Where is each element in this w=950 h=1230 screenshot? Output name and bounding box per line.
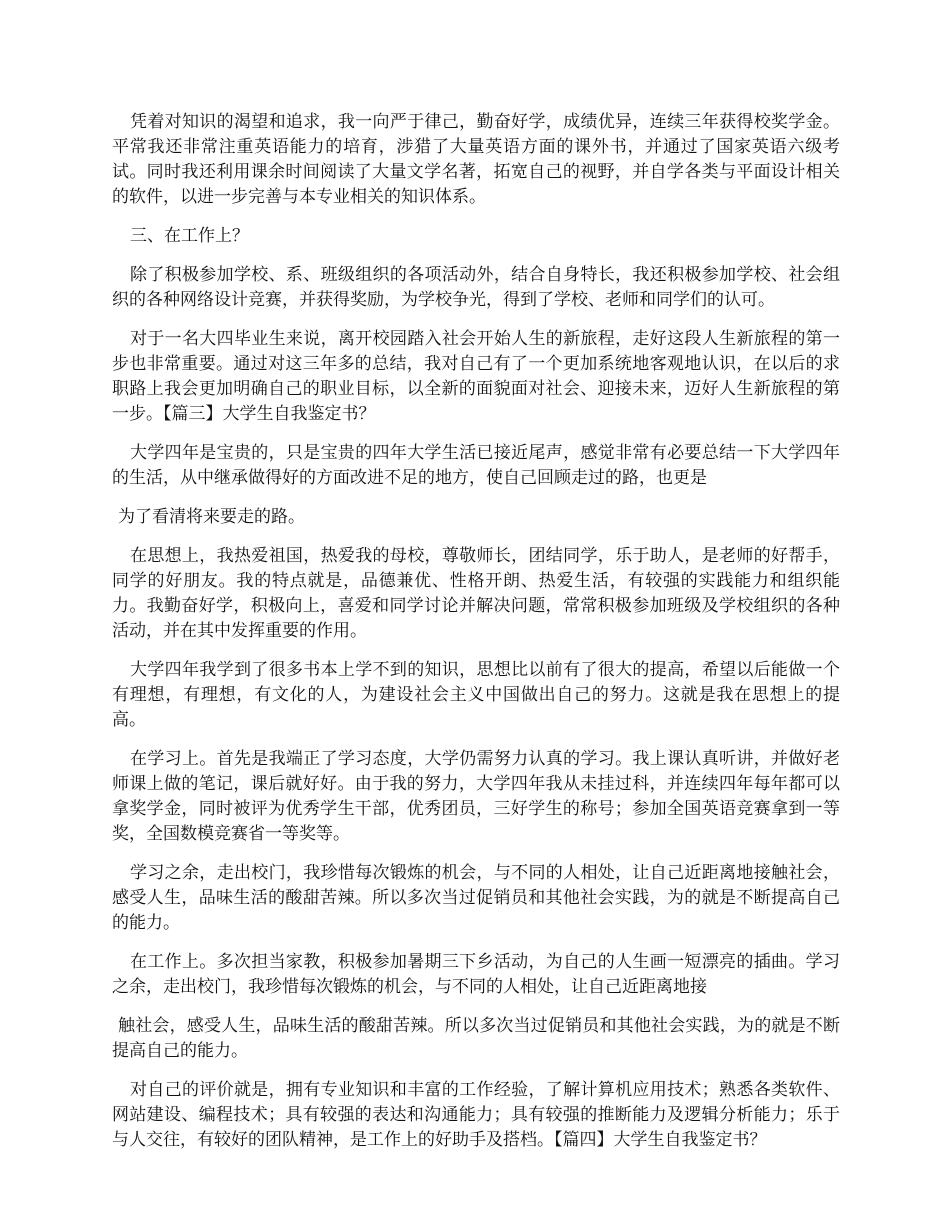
paragraph: 为了看清将来要走的路。	[118, 507, 305, 527]
paragraph: 对自己的评价就是，拥有专业知识和丰富的工作经验，了解计算机应用技术；熟悉各类软件、网站建设、编程技术；具有较强的表达和沟通能力；具有较强的推断能力及逻辑分析能力；乐于与人交往，有较好的团队精神，是工作上的好助手及搭档。【篇四】大学生自我鉴定书？	[112, 1080, 840, 1150]
paragraph: 在学习上。首先是我端正了学习态度，大学仍需努力认真的学习。我上课认真听讲，并做好老师课上做的笔记，课后就好好。由于我的努力，大学四年我从未挂过科，并连续四年每年都可以拿奖学金，同时被评为优秀学生干部，优秀团员，三好学生的称号；参加全国英语竞赛拿到一等奖，全国数模竞赛省一等奖等。	[112, 749, 840, 844]
section-heading: 三、在工作上？	[130, 226, 249, 246]
paragraph: 凭着对知识的渴望和追求，我一向严于律己，勤奋好学，成绩优异，连续三年获得校奖学金。平常我还非常注重英语能力的培育，涉猎了大量英语方面的课外书，并通过了国家英语六级考试。同时我还利用课余时间阅读了大量文学名著，拓宽自己的视野，并自学各类与平面设计相关的软件，以进一步完善与本专业相关的知识体系。	[112, 112, 840, 207]
paragraph: 大学四年我学到了很多书本上学不到的知识，思想比以前有了很大的提高，希望以后能做一个有理想，有理想，有文化的人，为建设社会主义中国做出自己的努力。这就是我在思想上的提高。	[112, 660, 840, 730]
paragraph: 触社会，感受人生，品味生活的酸甜苦辣。所以多次当过促销员和其他社会实践，为的就是不断提高自己的能力。	[112, 1016, 840, 1061]
paragraph: 在思想上，我热爱祖国，热爱我的母校，尊敬师长，团结同学，乐于助人，是老师的好帮手，同学的好朋友。我的特点就是，品德兼优、性格开朗、热爱生活，有较强的实践能力和组织能力。我勤奋好学，积极向上，喜爱和同学讨论并解决问题，常常积极参加班级及学校组织的各种活动，并在其中发挥重要的作用。	[112, 546, 840, 641]
paragraph: 在工作上。多次担当家教，积极参加暑期三下乡活动，为自己的人生画一短漂亮的插曲。学习之余，走出校门，我珍惜每次锻炼的机会，与不同的人相处，让自己近距离地接	[112, 952, 840, 997]
paragraph: 大学四年是宝贵的，只是宝贵的四年大学生活已接近尾声，感觉非常有必要总结一下大学四年的生活，从中继承做得好的方面改进不足的地方，使自己回顾走过的路，也更是	[112, 443, 840, 488]
document-page	[112, 110, 840, 1167]
paragraph: 学习之余，走出校门，我珍惜每次锻炼的机会，与不同的人相处，让自己近距离地接触社会，感受人生，品味生活的酸甜苦辣。所以多次当过促销员和其他社会实践，为的就是不断提高自己的能力。	[112, 863, 840, 933]
paragraph: 对于一名大四毕业生来说，离开校园踏入社会开始人生的新旅程，走好这段人生新旅程的第一步也非常重要。通过对这三年多的总结，我对自己有了一个更加系统地客观地认识，在以后的求职路上我会更加明确自己的职业目标，以全新的面貌面对社会、迎接未来，迈好人生新旅程的第一步。【篇三】大学生自我鉴定书？	[112, 329, 840, 424]
paragraph: 除了积极参加学校、系、班级组织的各项活动外，结合自身特长，我还积极参加学校、社会组织的各种网络设计竞赛，并获得奖励，为学校争光，得到了学校、老师和同学们的认可。	[112, 265, 840, 310]
